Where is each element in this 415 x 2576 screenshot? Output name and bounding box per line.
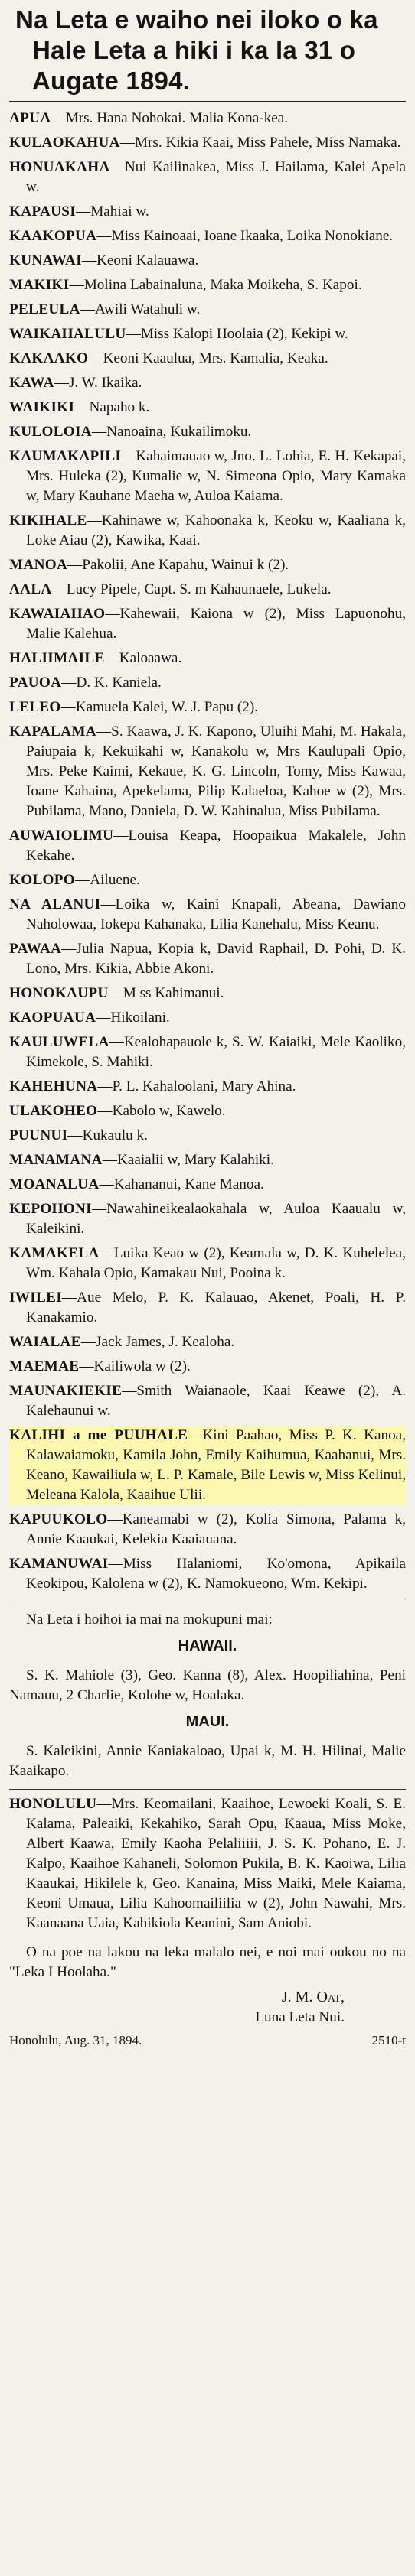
recipient-names: —Awili Watahuli w. xyxy=(80,301,201,317)
place-name: KAWAIAHAO xyxy=(9,606,106,622)
list-item xyxy=(9,1175,406,1195)
recipient-names: —D. K. Kaniela. xyxy=(61,675,162,691)
recipient-names: —Kahaimauao w, Jno. L. Lohia, E. H. Kekapai, Mrs. Huleka (2), Kumalie w, N. Simeona Opio, Mary Kamaka w, Mary Kauhane Maeha w, Auloa Kaiama. xyxy=(26,448,406,504)
recipient-names: —Hikoilani. xyxy=(96,1010,170,1026)
place-name: KAHEHUNA xyxy=(9,1078,98,1094)
place-name: KUNAWAI xyxy=(9,252,82,268)
dateline-place-date: Honolulu, Aug. 31, 1894. xyxy=(9,2033,142,2047)
place-name: WAIKAHALULU xyxy=(9,326,126,342)
list-item xyxy=(9,202,406,222)
list-item xyxy=(9,604,406,644)
place-name: KEPOHONI xyxy=(9,1201,92,1217)
recipient-names: —Nanoaina, Kukailimoku. xyxy=(91,424,252,440)
list-item xyxy=(9,1288,406,1328)
place-name: KAMANUWAI xyxy=(9,1556,109,1572)
recipient-names: —Smith Waianaole, Kaai Keawe (2), A. Kalehaunui w. xyxy=(26,1383,406,1419)
place-name: AUWAIOLIMU xyxy=(9,828,114,844)
headline-line-2: Hale Leta a hiki i ka la 31 o Augate 1894. xyxy=(32,36,356,95)
recipient-names: —Kailiwola w (2). xyxy=(79,1358,191,1374)
list-item xyxy=(9,649,406,668)
place-name: KAULUWELA xyxy=(9,1034,109,1050)
recipient-names: —Loika w, Kaini Knapali, Abeana, Dawiano Naholowaa, Iokepa Kahanaka, Lilia Kanehalu, Miss Keanu. xyxy=(26,896,406,932)
recipient-names: —Mrs. Hana Nohokai. Malia Kona-kea. xyxy=(51,110,289,126)
list-item xyxy=(9,555,406,575)
place-name: KOLOPO xyxy=(9,872,76,888)
list-item xyxy=(9,422,406,442)
list-item xyxy=(9,1126,406,1146)
list-item xyxy=(9,251,406,271)
recipient-names: —M ss Kahimanui. xyxy=(108,985,224,1001)
list-item xyxy=(9,1510,406,1550)
list-item xyxy=(9,1554,406,1594)
recipient-names: —Nui Kailinakea, Miss J. Hailama, Kalei Apela w. xyxy=(26,159,406,195)
list-item xyxy=(9,275,406,295)
recipient-names: —Lucy Pipele, Capt. S. m Kahaunaele, Lukela. xyxy=(51,581,332,597)
recipient-names: —Miss Halaniomi, Ko'omona, Apikaila Keokipou, Kalolena w (2), K. Namokueono, Wm. Kekipi. xyxy=(26,1556,406,1592)
place-name: PAWAA xyxy=(9,941,62,957)
place-name: PAUOA xyxy=(9,675,62,691)
list-item xyxy=(9,1332,406,1352)
recipient-names: —Ailuene. xyxy=(75,872,140,888)
recipient-names: —Molina Labainaluna, Maka Moikeha, S. Kapoi. xyxy=(69,277,362,293)
recipient-names: —Pakolii, Ane Kapahu, Wainui k (2). xyxy=(67,557,289,573)
divider xyxy=(9,101,406,102)
recipient-names: —P. L. Kahaloolani, Mary Ahina. xyxy=(97,1078,296,1094)
list-item xyxy=(9,1357,406,1377)
list-item xyxy=(9,1381,406,1421)
headline xyxy=(9,5,406,96)
recipient-names: —Mrs. Keomailani, Kaaihoe, Lewoeki Koali, S. E. Kalama, Paleaiki, Kekahiko, Sarah Opu, Kaaua, Miss Moke, Albert Kaawa, Emily Kaoha Pelaliiiii, J. S. K. Pohano, E. J. Kalpo, Kaaihoe Kahaneli, Solomon Pukila, B. K. Kaoiwa, Lilia Kaaukai, Hikilele k, Geo. Kanaina, Miss Maiki, Mele Kaiama, Keoni Umaua, Lilia Kahoomailiilia w (2), John Nawahi, Mrs. Kaanaana Uaia, Kahikiola Keanini, Sam Aniobi. xyxy=(26,1796,406,1931)
place-name: MAEMAE xyxy=(9,1358,80,1374)
place-name: KAMAKELA xyxy=(9,1245,100,1261)
place-name: WAIALAE xyxy=(9,1334,81,1350)
list-item xyxy=(9,349,406,369)
list-item xyxy=(9,511,406,551)
list-item xyxy=(9,324,406,344)
place-name: IWILEI xyxy=(9,1290,62,1306)
place-name: KAUMAKAPILI xyxy=(9,448,122,464)
list-item xyxy=(9,133,406,153)
recipient-names: —Kaloaawa. xyxy=(104,650,182,666)
closing-section xyxy=(9,1943,406,2051)
recipient-names: —Mrs. Kikia Kaai, Miss Pahele, Miss Namaka. xyxy=(119,135,401,151)
place-name: KIKIHALE xyxy=(9,512,87,529)
list-item xyxy=(9,1077,406,1097)
place-name: WAIKIKI xyxy=(9,399,75,415)
recipient-names: —Kaaialii w, Mary Kalahiki. xyxy=(102,1152,274,1168)
divider xyxy=(9,1789,406,1790)
list-item xyxy=(9,1008,406,1028)
maui-heading: MAUI. xyxy=(185,1713,230,1730)
dateline xyxy=(9,2031,406,2051)
recipient-names: —J. W. Ikaika. xyxy=(54,375,142,391)
place-name: KAPAUSI xyxy=(9,203,77,220)
place-name: AALA xyxy=(9,581,52,597)
recipient-names: —Mahiai w. xyxy=(76,203,149,220)
headline-line-1: Na Leta e waiho nei iloko o ka xyxy=(15,5,378,34)
place-name: KAKAAKO xyxy=(9,350,89,366)
list-item xyxy=(9,722,406,821)
place-name: HALIIMAILE xyxy=(9,650,105,666)
islands-notice: Na Leta i hoihoi ia mai na mokupuni mai: xyxy=(26,1612,273,1628)
recipient-names: —Julia Napua, Kopia k, David Raphail, D. Pohi, D. K. Lono, Mrs. Kikia, Abbie Akoni. xyxy=(26,941,406,977)
place-name: MAKIKI xyxy=(9,277,70,293)
recipient-names: —Kabolo w, Kawelo. xyxy=(97,1103,226,1119)
list-item xyxy=(9,870,406,890)
hawaii-list: S. K. Mahiole (3), Geo. Kanna (8), Alex. Hoopiliahina, Peni Namauu, 2 Charlie, Kolohe w, Hoalaka. xyxy=(9,1667,406,1703)
list-item xyxy=(9,300,406,320)
list-item xyxy=(9,226,406,246)
list-item xyxy=(9,1033,406,1072)
recipient-names: —Miss Kainoaai, Ioane Ikaaka, Loika Nonokiane. xyxy=(96,228,394,244)
place-name: KULOLOIA xyxy=(9,424,92,440)
list-item xyxy=(9,826,406,866)
recipient-names: —Kamuela Kalei, W. J. Papu (2). xyxy=(60,699,259,715)
place-name: KAWA xyxy=(9,375,54,391)
list-item xyxy=(9,1244,406,1283)
recipient-names: —Keoni Kaaulua, Mrs. Kamalia, Keaka. xyxy=(88,350,328,366)
list-item xyxy=(9,158,406,197)
place-name: PELEULA xyxy=(9,301,80,317)
list-item xyxy=(9,580,406,600)
recipient-names: —S. Kaawa, J. K. Kapono, Uluihi Mahi, M. Hakala, Paiupaia k, Kekuikahi w, Kanakolu w, Mrs Kaulupali Opio, Mrs. Peke Kaimi, Kekaue, K. G. Lincoln, Tomy, Miss Kawaa, Ioane Kahaina, Apekelama, Pilip Kalaeloa, Kahoe w (2), Mrs. Pubilama, Mano, Daniela, D. W. Kahinalua, Miss Pubilama. xyxy=(26,724,406,819)
maui-list: S. Kaleikini, Annie Kaniakaloao, Upai k, M. H. Hilinai, Malie Kaaikapo. xyxy=(9,1743,406,1779)
place-name: HONUAKAHA xyxy=(9,159,110,175)
place-name: KALIHI a me PUUHALE xyxy=(9,1427,188,1443)
list-item xyxy=(9,1794,406,1934)
recipient-names: —Nawahineikealaokahala w, Auloa Kaaualu w, Kaleikini. xyxy=(26,1201,406,1237)
place-name: KAAKOPUA xyxy=(9,228,97,244)
place-name: KULAOKAHUA xyxy=(9,135,120,151)
recipient-names: —Kahinawe w, Kahoonaka k, Keoku w, Kaaliana k, Loke Aiau (2), Kawika, Kaai. xyxy=(26,512,406,548)
list-item xyxy=(9,1150,406,1170)
recipient-names: —Kini Paahao, Miss P. K. Kanoa, Kalawaiamoku, Kamila John, Emily Kaihumua, Kaahanui, Mrs. Keano, Kawailiula w, L. P. Kamale, Bile Lewis w, Miss Kelinui, Meleana Kalola, Kaaihue Ulii. xyxy=(26,1427,406,1503)
recipient-names: —Luika Keao w (2), Keamala w, D. K. Kuhelelea, Wm. Kahala Opio, Kamakau Nui, Pooina k. xyxy=(26,1245,406,1281)
place-name: KAPUUKOLO xyxy=(9,1511,108,1527)
list-item xyxy=(9,1426,406,1505)
list-item xyxy=(9,109,406,128)
list-item xyxy=(9,1101,406,1121)
closing-note: O na poe na lakou na leka malalo nei, e noi mai oukou no na "Leka I Hoolaha." xyxy=(9,1944,406,1980)
recipient-names: —Kaneamabi w (2), Kolia Simona, Palama k, Annie Kaaukai, Kelekia Kaaiauana. xyxy=(26,1511,406,1547)
list-item xyxy=(9,673,406,693)
recipient-names: —Kahewaii, Kaiona w (2), Miss Lapuonohu, Malie Kalehua. xyxy=(26,606,406,642)
signature-name: J. M. Oat, xyxy=(281,1989,345,2005)
dateline-code: 2510-t xyxy=(371,2033,406,2047)
honolulu-list xyxy=(9,1794,406,1934)
list-item xyxy=(9,895,406,935)
list-item xyxy=(9,984,406,1003)
signature xyxy=(9,1987,406,2028)
signature-title: Luna Leta Nui. xyxy=(255,2009,345,2025)
place-name: KAOPUAUA xyxy=(9,1010,96,1026)
recipient-names: —Kahananui, Kane Manoa. xyxy=(99,1176,264,1192)
list-item xyxy=(9,373,406,393)
place-name: NA ALANUI xyxy=(9,896,101,912)
hawaii-heading: HAWAII. xyxy=(178,1638,237,1654)
recipient-names: —Jack James, J. Kealoha. xyxy=(80,1334,235,1350)
place-name: PUUNUI xyxy=(9,1127,68,1143)
list-item xyxy=(9,398,406,418)
place-name: APUA xyxy=(9,110,51,126)
place-name: MOANALUA xyxy=(9,1176,100,1192)
place-name: HONOKAUPU xyxy=(9,985,109,1001)
list-item xyxy=(9,1199,406,1239)
list-item xyxy=(9,939,406,979)
recipient-names: —Kukaulu k. xyxy=(67,1127,148,1143)
list-item xyxy=(9,447,406,506)
letter-list xyxy=(9,109,406,1594)
recipient-names: —Keoni Kalauawa. xyxy=(81,252,199,268)
recipient-names: —Napaho k. xyxy=(74,399,150,415)
place-name: KAPALAMA xyxy=(9,724,96,740)
list-item xyxy=(9,698,406,717)
place-name: MANOA xyxy=(9,557,68,573)
place-name: MAUNAKIEKIE xyxy=(9,1383,123,1399)
recipient-names: —Louisa Keapa, Hoopaikua Makalele, John Kekahe. xyxy=(26,828,406,864)
recipient-names: —Miss Kalopi Hoolaia (2), Kekipi w. xyxy=(126,326,348,342)
recipient-names: —Kealohapauole k, S. W. Kaiaiki, Mele Kaoliko, Kimekole, S. Mahiki. xyxy=(26,1034,406,1070)
place-name: HONOLULU xyxy=(9,1796,97,1812)
place-name: ULAKOHEO xyxy=(9,1103,98,1119)
place-name: LELEO xyxy=(9,699,61,715)
place-name: MANAMANA xyxy=(9,1152,103,1168)
recipient-names: —Aue Melo, P. K. Kalauao, Akenet, Poali, H. P. Kanakamio. xyxy=(26,1290,406,1325)
